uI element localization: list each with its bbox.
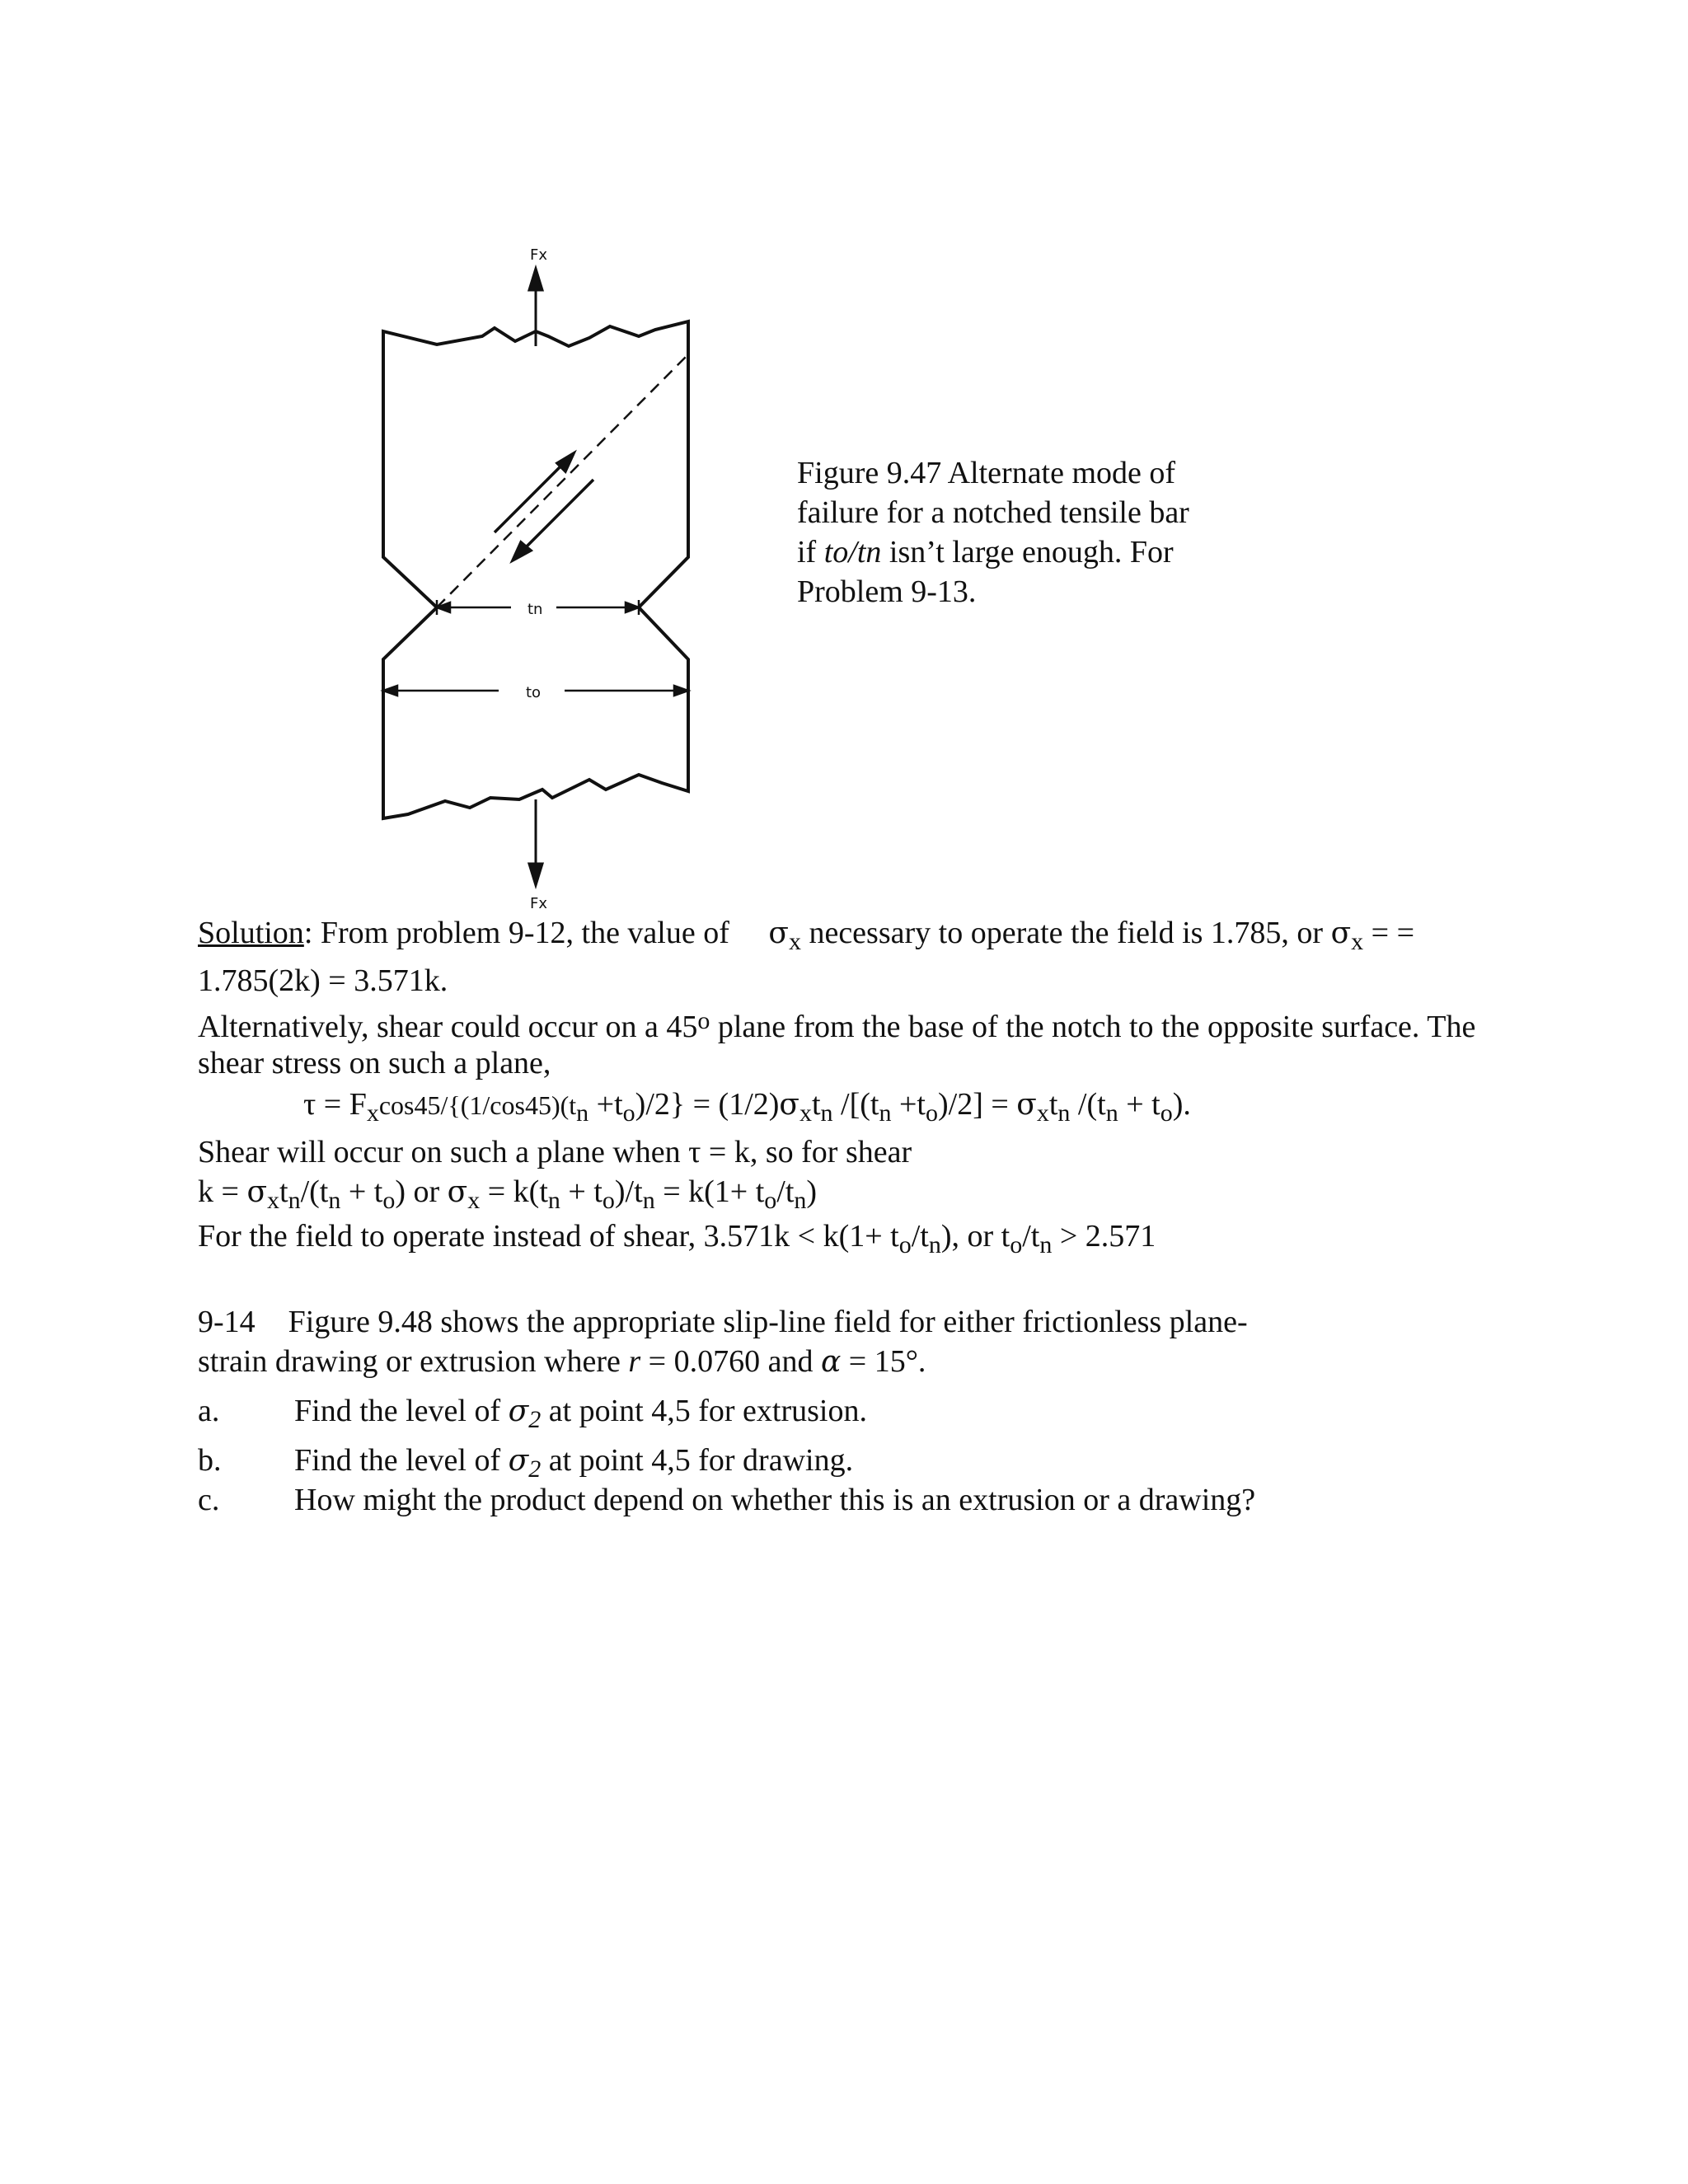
tn-label: tn (528, 601, 543, 618)
problem-9-14-line-1: 9-14 Figure 9.48 shows the appropriate slip-line field for either frictionless plane- (198, 1305, 1248, 1339)
final-condition-line: For the field to operate instead of shear, $3.571k < k(1+ t_o/t_n)$, or $t_o/t_n > 2.571$ (198, 1219, 1156, 1258)
shear-plane-dashed (437, 354, 688, 607)
caption-line: if to/tn isn’t large enough. For (797, 535, 1174, 569)
item-c-text: How might the product depend on whether this is an extrusion or a drawing? (294, 1483, 1256, 1517)
ratio-to-tn: to/tn (823, 535, 882, 569)
shear-arrows (495, 453, 593, 560)
problem-number: 9-14 (198, 1305, 256, 1339)
item-b-letter: b. (198, 1443, 222, 1478)
item-a-text: Find the level of $\sigma_2$ at point 4,5 for extrusion. (294, 1394, 867, 1433)
item-a-letter: a. (198, 1394, 220, 1428)
shear-stress-equation: $\tau = F_x\cos 45/\{(1/\cos 45)(t_n +t_o)/2\} = (1/2)\sigma_xt_n$ $/[(t_n +t_o)/2] = \sigma_xt_n$ $/(t_n + t_o)$. (303, 1087, 1191, 1127)
solution-line-1: Solution: From problem 9-12, the value of $\sigma_x$ necessary to operate the field is 1.785, or $\sigma_x$ = = (198, 916, 1415, 955)
bar-outline (383, 321, 688, 818)
caption-line: failure for a notched tensile bar (797, 495, 1189, 530)
caption-line: Problem 9-13. (797, 574, 977, 609)
fx-top-label: Fx (530, 246, 548, 264)
solution-label: Solution (198, 916, 304, 950)
to-label: to (526, 684, 542, 701)
item-c-letter: c. (198, 1483, 220, 1517)
fx-bottom-label: Fx (530, 895, 548, 912)
figure-caption (797, 453, 1259, 612)
problem-9-14-line-2: strain drawing or extrusion where r = 0.0760 and α = 15°. (198, 1344, 926, 1379)
solution-line-3: Alternatively, shear could occur on a 45$^o$ plane from the base of the notch to the opposite surface. The (198, 1007, 1476, 1044)
shear-condition-line: Shear will occur on such a plane when τ = k, so for shear (198, 1135, 912, 1169)
item-b-text: Find the level of $\sigma_2$ at point 4,5 for drawing. (294, 1443, 854, 1483)
caption-line: Figure 9.47 Alternate mode of (797, 456, 1176, 490)
k-equation: $k = \sigma_xt_n/(t_n + t_o)$ or $\sigma_x = k(t_n + t_o)/t_n = k(1+ t_o/t_n)$ (198, 1174, 818, 1214)
notched-bar-figure (354, 223, 717, 915)
force-arrow-bottom (529, 799, 542, 885)
solution-line-4: shear stress on such a plane, (198, 1046, 551, 1080)
solution-line-2: 1.785(2k) = 3.571k. (198, 963, 448, 998)
